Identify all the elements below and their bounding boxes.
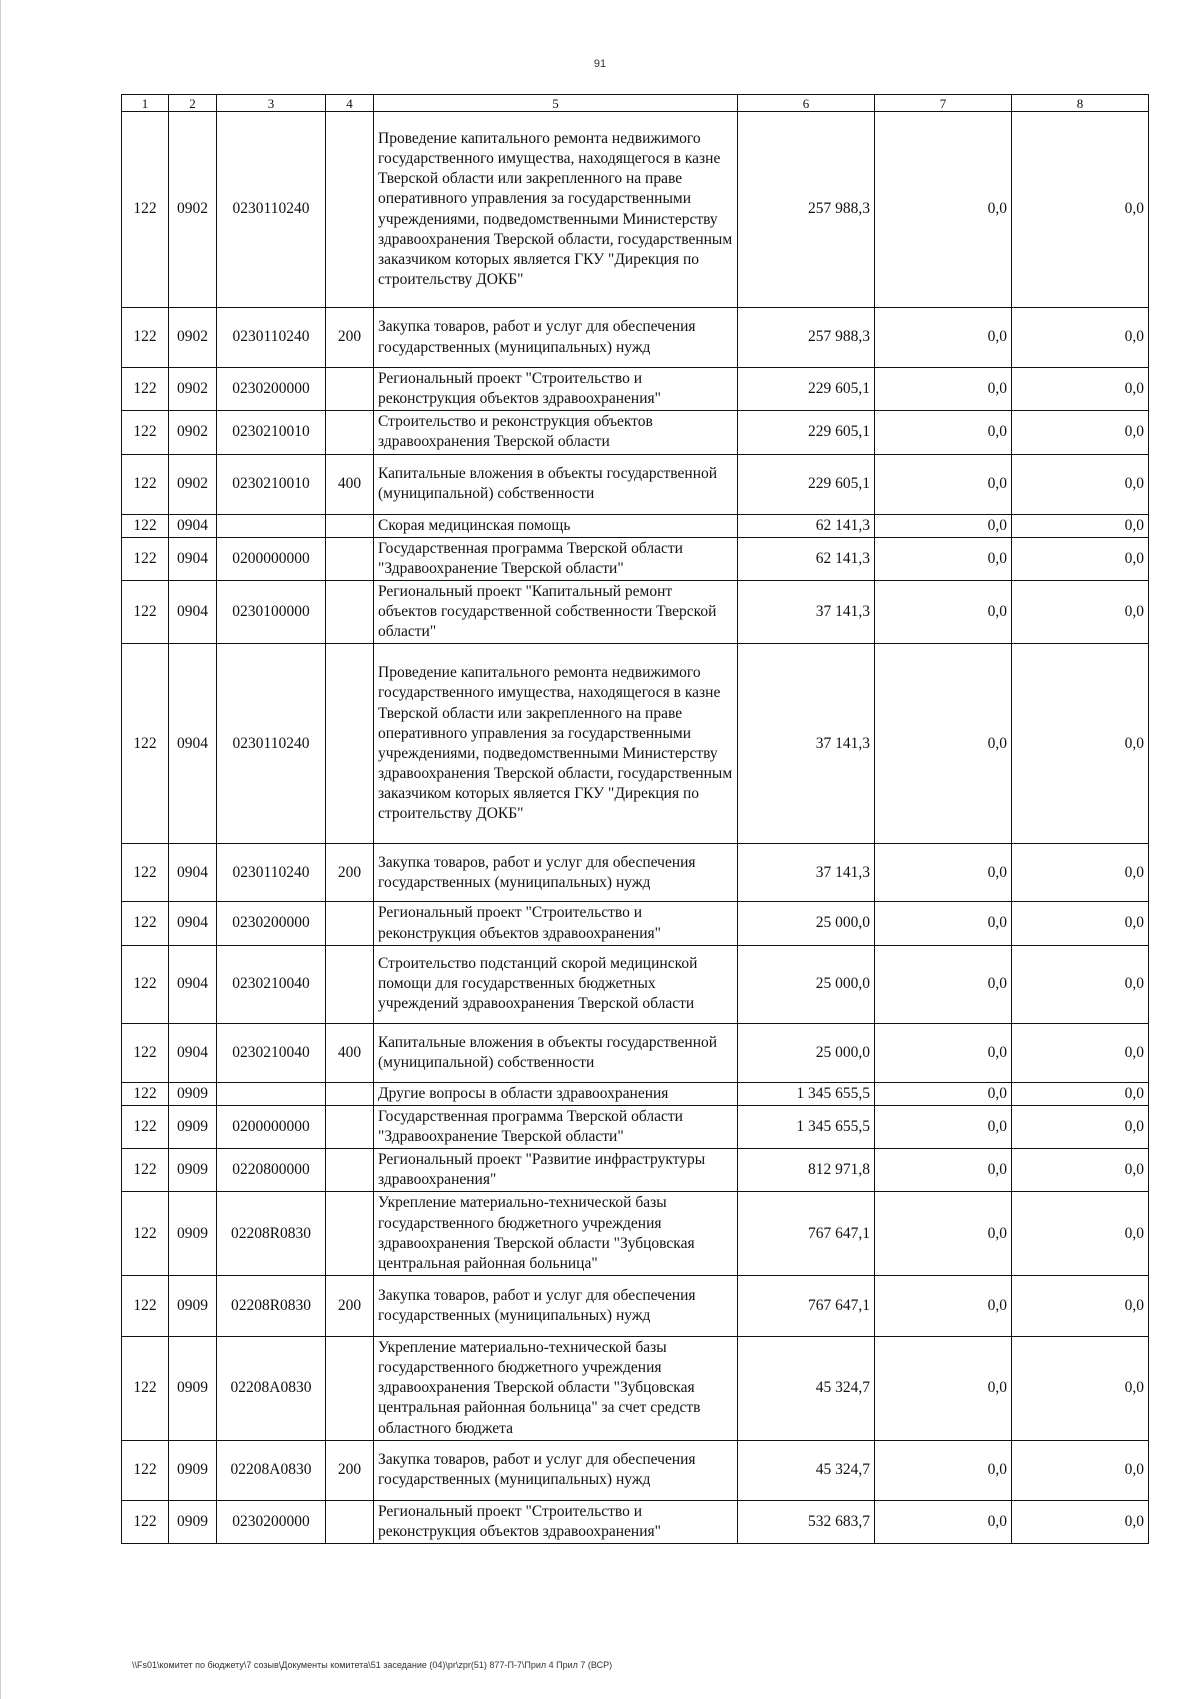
cell-amount: 229 605,1 — [738, 454, 875, 514]
cell-target-article: 0230110240 — [217, 112, 326, 308]
cell-admin-code: 122 — [122, 1192, 169, 1276]
cell-section-code: 0904 — [169, 537, 217, 580]
cell-description: Другие вопросы в области здравоохранения — [374, 1082, 738, 1105]
table-row — [122, 514, 1149, 537]
cell-section-code: 0902 — [169, 454, 217, 514]
cell-amount-2: 0,0 — [875, 1275, 1012, 1336]
cell-amount: 767 647,1 — [738, 1275, 875, 1336]
cell-section-code: 0902 — [169, 308, 217, 368]
cell-expense-type — [326, 112, 374, 308]
cell-expense-type: 200 — [326, 844, 374, 902]
cell-amount-2: 0,0 — [875, 411, 1012, 454]
cell-amount: 45 324,7 — [738, 1336, 875, 1440]
table-row — [122, 902, 1149, 945]
cell-amount-2: 0,0 — [875, 514, 1012, 537]
cell-description: Государственная программа Тверской области "Здравоохранение Тверской области" — [374, 1105, 738, 1148]
cell-amount-2: 0,0 — [875, 1149, 1012, 1192]
cell-description: Проведение капитального ремонта недвижимого государственного имущества, находящегося в казне Тверской области или закрепленного на праве оперативного управления за государственными учреждениями, подведомственными Министерству здравоохранения Тверской области, государственным заказчиком которых является ГКУ "Дирекция по строительству ДОКБ" — [374, 112, 738, 308]
page-number: 91 — [593, 58, 607, 70]
table-row — [122, 644, 1149, 844]
cell-amount-3: 0,0 — [1012, 368, 1149, 411]
table-row — [122, 537, 1149, 580]
cell-section-code: 0909 — [169, 1149, 217, 1192]
cell-amount: 812 971,8 — [738, 1149, 875, 1192]
cell-admin-code: 122 — [122, 644, 169, 844]
cell-amount: 25 000,0 — [738, 1023, 875, 1082]
header-cell-1: 1 — [122, 95, 169, 112]
cell-section-code: 0904 — [169, 945, 217, 1023]
cell-amount: 767 647,1 — [738, 1192, 875, 1276]
cell-amount-2: 0,0 — [875, 112, 1012, 308]
cell-amount-3: 0,0 — [1012, 844, 1149, 902]
cell-expense-type: 400 — [326, 454, 374, 514]
cell-amount-3: 0,0 — [1012, 1440, 1149, 1500]
cell-amount: 229 605,1 — [738, 411, 875, 454]
cell-amount-2: 0,0 — [875, 1336, 1012, 1440]
cell-expense-type — [326, 1192, 374, 1276]
cell-target-article: 0230110240 — [217, 308, 326, 368]
header-cell-7: 7 — [875, 95, 1012, 112]
cell-expense-type — [326, 368, 374, 411]
cell-admin-code: 122 — [122, 1336, 169, 1440]
cell-amount: 532 683,7 — [738, 1500, 875, 1543]
cell-description: Региональный проект "Строительство и реконструкция объектов здравоохранения" — [374, 902, 738, 945]
cell-expense-type: 200 — [326, 308, 374, 368]
table-row — [122, 1500, 1149, 1543]
cell-amount: 25 000,0 — [738, 945, 875, 1023]
cell-target-article: 0230110240 — [217, 644, 326, 844]
cell-amount-2: 0,0 — [875, 537, 1012, 580]
cell-admin-code: 122 — [122, 368, 169, 411]
cell-admin-code: 122 — [122, 112, 169, 308]
cell-admin-code: 122 — [122, 1149, 169, 1192]
cell-amount-3: 0,0 — [1012, 308, 1149, 368]
cell-description: Укрепление материально-технической базы государственного бюджетного учреждения здравоохранения Тверской области "Зубцовская центральная районная больница" — [374, 1192, 738, 1276]
table-row — [122, 368, 1149, 411]
cell-admin-code: 122 — [122, 1275, 169, 1336]
cell-admin-code: 122 — [122, 1082, 169, 1105]
table-row — [122, 1023, 1149, 1082]
cell-amount-2: 0,0 — [875, 945, 1012, 1023]
table-row — [122, 112, 1149, 308]
cell-amount-3: 0,0 — [1012, 537, 1149, 580]
cell-amount-3: 0,0 — [1012, 902, 1149, 945]
cell-target-article — [217, 1082, 326, 1105]
cell-amount-3: 0,0 — [1012, 112, 1149, 308]
cell-amount: 229 605,1 — [738, 368, 875, 411]
cell-amount-2: 0,0 — [875, 368, 1012, 411]
cell-amount-3: 0,0 — [1012, 1082, 1149, 1105]
cell-target-article: 0230200000 — [217, 1500, 326, 1543]
scan-edge-line — [0, 0, 1, 1699]
cell-amount-2: 0,0 — [875, 1500, 1012, 1543]
cell-amount-3: 0,0 — [1012, 1275, 1149, 1336]
header-row — [122, 95, 1149, 112]
cell-expense-type: 400 — [326, 1023, 374, 1082]
cell-admin-code: 122 — [122, 945, 169, 1023]
cell-target-article: 0230110240 — [217, 844, 326, 902]
cell-section-code: 0904 — [169, 902, 217, 945]
cell-amount-3: 0,0 — [1012, 1023, 1149, 1082]
header-cell-3: 3 — [217, 95, 326, 112]
cell-target-article: 0230100000 — [217, 580, 326, 643]
cell-amount-2: 0,0 — [875, 844, 1012, 902]
table-row — [122, 1149, 1149, 1192]
cell-amount-2: 0,0 — [875, 902, 1012, 945]
header-cell-2: 2 — [169, 95, 217, 112]
cell-target-article: 0200000000 — [217, 537, 326, 580]
cell-description: Региональный проект "Строительство и реконструкция объектов здравоохранения" — [374, 368, 738, 411]
cell-admin-code: 122 — [122, 537, 169, 580]
cell-admin-code: 122 — [122, 411, 169, 454]
cell-amount-2: 0,0 — [875, 1082, 1012, 1105]
cell-amount-3: 0,0 — [1012, 580, 1149, 643]
cell-section-code: 0902 — [169, 112, 217, 308]
cell-amount-3: 0,0 — [1012, 1192, 1149, 1276]
cell-amount-2: 0,0 — [875, 1105, 1012, 1148]
cell-amount: 37 141,3 — [738, 580, 875, 643]
table-row — [122, 1105, 1149, 1148]
cell-expense-type — [326, 514, 374, 537]
cell-amount-2: 0,0 — [875, 1192, 1012, 1276]
cell-target-article: 02208R0830 — [217, 1192, 326, 1276]
cell-admin-code: 122 — [122, 1440, 169, 1500]
table-row — [122, 1336, 1149, 1440]
cell-amount-3: 0,0 — [1012, 644, 1149, 844]
cell-amount-3: 0,0 — [1012, 1149, 1149, 1192]
cell-admin-code: 122 — [122, 902, 169, 945]
table-row — [122, 1440, 1149, 1500]
cell-target-article: 0230200000 — [217, 368, 326, 411]
cell-description: Государственная программа Тверской области "Здравоохранение Тверской области" — [374, 537, 738, 580]
cell-expense-type — [326, 1336, 374, 1440]
table-row — [122, 1275, 1149, 1336]
cell-amount-3: 0,0 — [1012, 514, 1149, 537]
cell-target-article: 02208A0830 — [217, 1440, 326, 1500]
cell-description: Скорая медицинская помощь — [374, 514, 738, 537]
cell-amount-3: 0,0 — [1012, 1336, 1149, 1440]
cell-section-code: 0909 — [169, 1082, 217, 1105]
cell-amount: 62 141,3 — [738, 514, 875, 537]
cell-section-code: 0909 — [169, 1105, 217, 1148]
cell-target-article: 0230210040 — [217, 945, 326, 1023]
cell-description: Региональный проект "Строительство и реконструкция объектов здравоохранения" — [374, 1500, 738, 1543]
cell-amount-2: 0,0 — [875, 308, 1012, 368]
cell-section-code: 0909 — [169, 1192, 217, 1276]
cell-expense-type: 200 — [326, 1275, 374, 1336]
cell-amount-3: 0,0 — [1012, 454, 1149, 514]
cell-description: Региональный проект "Капитальный ремонт объектов государственной собственности Тверской области" — [374, 580, 738, 643]
cell-amount-3: 0,0 — [1012, 411, 1149, 454]
table-row — [122, 308, 1149, 368]
cell-description: Региональный проект "Развитие инфраструктуры здравоохранения" — [374, 1149, 738, 1192]
cell-section-code: 0909 — [169, 1275, 217, 1336]
cell-section-code: 0904 — [169, 514, 217, 537]
cell-description: Укрепление материально-технической базы государственного бюджетного учреждения здравоохранения Тверской области "Зубцовская центральная районная больница" за счет средств областного бюджета — [374, 1336, 738, 1440]
cell-expense-type: 200 — [326, 1440, 374, 1500]
table-row — [122, 454, 1149, 514]
cell-admin-code: 122 — [122, 308, 169, 368]
cell-expense-type — [326, 1082, 374, 1105]
cell-amount: 37 141,3 — [738, 844, 875, 902]
cell-expense-type — [326, 902, 374, 945]
cell-admin-code: 122 — [122, 514, 169, 537]
cell-admin-code: 122 — [122, 454, 169, 514]
cell-expense-type — [326, 580, 374, 643]
cell-expense-type — [326, 411, 374, 454]
cell-amount-3: 0,0 — [1012, 945, 1149, 1023]
cell-target-article: 0220800000 — [217, 1149, 326, 1192]
cell-expense-type — [326, 1105, 374, 1148]
cell-section-code: 0909 — [169, 1336, 217, 1440]
cell-target-article — [217, 514, 326, 537]
cell-description: Капитальные вложения в объекты государственной (муниципальной) собственности — [374, 454, 738, 514]
cell-admin-code: 122 — [122, 1023, 169, 1082]
cell-admin-code: 122 — [122, 844, 169, 902]
cell-description: Строительство и реконструкция объектов здравоохранения Тверской области — [374, 411, 738, 454]
cell-description: Закупка товаров, работ и услуг для обеспечения государственных (муниципальных) нужд — [374, 844, 738, 902]
header-cell-4: 4 — [326, 95, 374, 112]
cell-section-code: 0902 — [169, 411, 217, 454]
cell-section-code: 0904 — [169, 1023, 217, 1082]
table-row — [122, 1192, 1149, 1276]
cell-amount: 257 988,3 — [738, 308, 875, 368]
cell-section-code: 0902 — [169, 368, 217, 411]
table-body — [122, 112, 1149, 1544]
footer-file-path: \\Fs01\комитет по бюджету\7 созыв\Документы комитета\51 заседание (04)\pr\zpr(51) 877-П-7\Прил 4 Прил 7 (ВСР) — [132, 1660, 613, 1670]
cell-amount-2: 0,0 — [875, 580, 1012, 643]
cell-section-code: 0909 — [169, 1500, 217, 1543]
cell-target-article: 0230200000 — [217, 902, 326, 945]
cell-amount-3: 0,0 — [1012, 1105, 1149, 1148]
cell-expense-type — [326, 1500, 374, 1543]
cell-amount: 257 988,3 — [738, 112, 875, 308]
cell-description: Капитальные вложения в объекты государственной (муниципальной) собственности — [374, 1023, 738, 1082]
cell-amount-2: 0,0 — [875, 1023, 1012, 1082]
table-row — [122, 411, 1149, 454]
table-row — [122, 580, 1149, 643]
table-row — [122, 1082, 1149, 1105]
cell-expense-type — [326, 1149, 374, 1192]
cell-description: Строительство подстанций скорой медицинской помощи для государственных бюджетных учреждений здравоохранения Тверской области — [374, 945, 738, 1023]
cell-description: Закупка товаров, работ и услуг для обеспечения государственных (муниципальных) нужд — [374, 1275, 738, 1336]
cell-section-code: 0904 — [169, 580, 217, 643]
cell-amount-2: 0,0 — [875, 454, 1012, 514]
budget-table — [121, 94, 1149, 1544]
cell-section-code: 0904 — [169, 844, 217, 902]
cell-target-article: 0230210010 — [217, 454, 326, 514]
cell-target-article: 0200000000 — [217, 1105, 326, 1148]
cell-amount-2: 0,0 — [875, 1440, 1012, 1500]
cell-target-article: 0230210040 — [217, 1023, 326, 1082]
cell-target-article: 02208A0830 — [217, 1336, 326, 1440]
cell-expense-type — [326, 644, 374, 844]
cell-description: Закупка товаров, работ и услуг для обеспечения государственных (муниципальных) нужд — [374, 308, 738, 368]
header-cell-8: 8 — [1012, 95, 1149, 112]
cell-admin-code: 122 — [122, 580, 169, 643]
cell-expense-type — [326, 537, 374, 580]
cell-target-article: 02208R0830 — [217, 1275, 326, 1336]
cell-section-code: 0909 — [169, 1440, 217, 1500]
cell-amount: 45 324,7 — [738, 1440, 875, 1500]
cell-admin-code: 122 — [122, 1105, 169, 1148]
table-row — [122, 844, 1149, 902]
header-cell-5: 5 — [374, 95, 738, 112]
header-cell-6: 6 — [738, 95, 875, 112]
cell-expense-type — [326, 945, 374, 1023]
cell-description: Закупка товаров, работ и услуг для обеспечения государственных (муниципальных) нужд — [374, 1440, 738, 1500]
cell-amount: 62 141,3 — [738, 537, 875, 580]
cell-amount: 1 345 655,5 — [738, 1105, 875, 1148]
cell-amount-2: 0,0 — [875, 644, 1012, 844]
cell-amount-3: 0,0 — [1012, 1500, 1149, 1543]
table-row — [122, 945, 1149, 1023]
cell-amount: 37 141,3 — [738, 644, 875, 844]
cell-target-article: 0230210010 — [217, 411, 326, 454]
cell-section-code: 0904 — [169, 644, 217, 844]
cell-amount: 25 000,0 — [738, 902, 875, 945]
cell-amount: 1 345 655,5 — [738, 1082, 875, 1105]
cell-description: Проведение капитального ремонта недвижимого государственного имущества, находящегося в казне Тверской области или закрепленного на праве оперативного управления за государственными учреждениями, подведомственными Министерству здравоохранения Тверской области, государственным заказчиком которых является ГКУ "Дирекция по строительству ДОКБ" — [374, 644, 738, 844]
cell-admin-code: 122 — [122, 1500, 169, 1543]
